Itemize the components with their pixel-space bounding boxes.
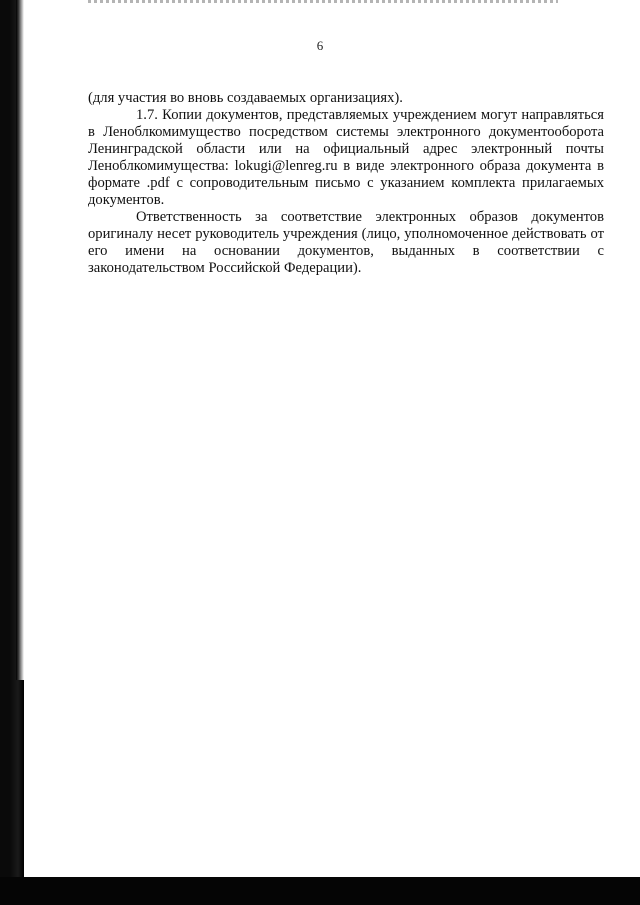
- paragraph-responsibility: Ответственность за соответствие электронных образов документов оригиналу несет руководитель учреждения (лицо, уполномоченное действовать от его имени на основании документов, выданных в соответствии с законодательством Российской Федерации).: [88, 209, 604, 276]
- scan-left-edge: [0, 0, 24, 905]
- page-number: 6: [316, 38, 324, 53]
- scan-top-marks: [88, 0, 558, 3]
- scan-bottom-edge: [0, 877, 640, 905]
- document-body: [88, 90, 604, 277]
- paragraph-continuation: (для участия во вновь создаваемых организациях).: [88, 90, 403, 106]
- paragraph-1-7-copies: 1.7. Копии документов, представляемых учреждением могут направляться в Леноблкомимущество посредством системы электронного документооборота Ленинградской области или на официальный адрес электронный почты Леноблкомимущества: lokugi@lenreg.ru в виде электронного образа документа в формате .pdf с сопроводительным письмо с указанием комплекта прилагаемых документов.: [88, 107, 604, 208]
